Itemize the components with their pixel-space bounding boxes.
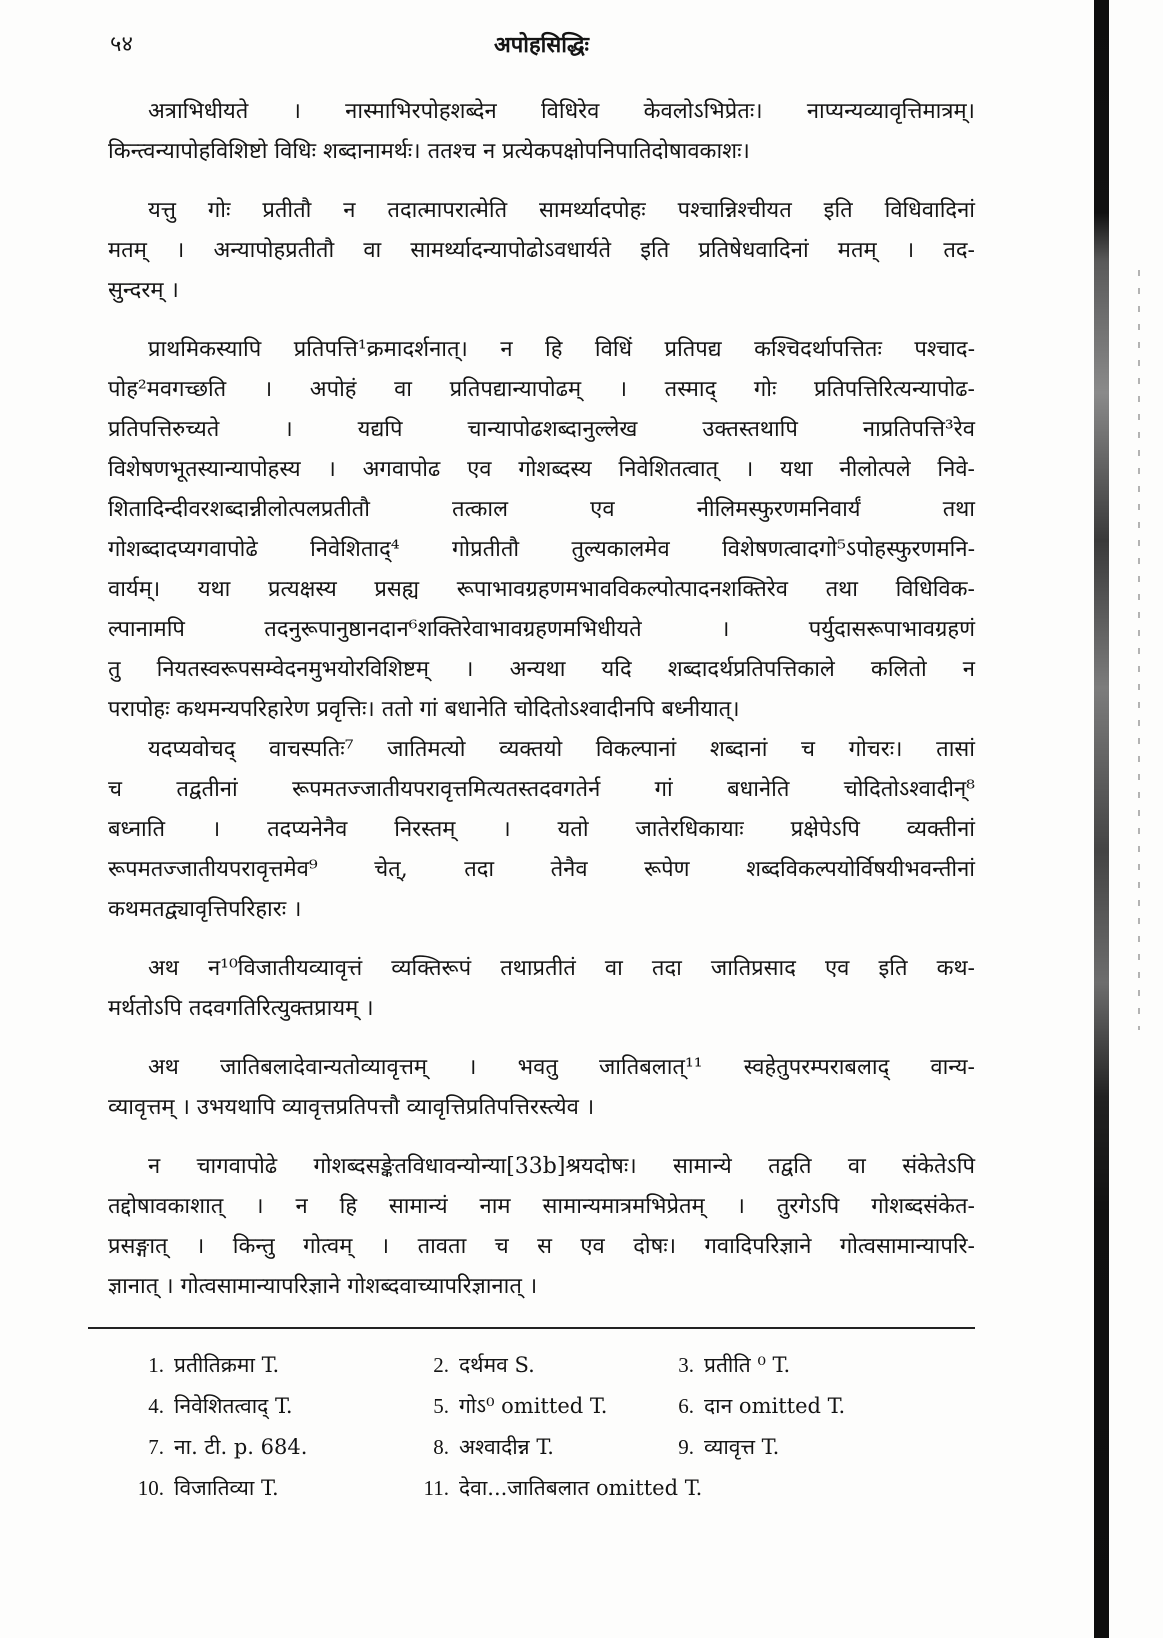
footnote-number: 5. xyxy=(433,1394,449,1418)
text-line: मतम् । अन्यापोहप्रतीतौ वा सामर्थ्यादन्यापोढोऽवधार्यते इति प्रतिषेधवादिनां मतम् । तद- xyxy=(108,238,975,263)
footnote-number: 3. xyxy=(678,1353,694,1377)
footnote-text: विजातिव्या T. xyxy=(174,1476,279,1500)
text-line: पोह²मवगच्छति । अपोहं वा प्रतिपद्यान्यापोढम् । तस्माद् गोः प्रतिपत्तिरित्यन्यापोढ- xyxy=(108,377,975,402)
footnote-number: 10. xyxy=(137,1476,164,1500)
paragraph xyxy=(108,1048,975,1128)
footnote-text: अश्वादीन्न T. xyxy=(459,1435,554,1459)
footnote-text: गोऽ⁰ omitted T. xyxy=(459,1394,608,1418)
footnote-text: दर्थमव S. xyxy=(459,1353,535,1377)
footnotes xyxy=(130,1345,925,1509)
footnote xyxy=(130,1345,415,1386)
text-line: रूपमतज्जातीयपरावृत्तमेव⁹ चेत्, तदा तेनैव रूपेण शब्दविकल्पयोर्विषयीभवन्तीनां xyxy=(108,857,975,882)
running-title: अपोहसिद्धिः xyxy=(494,32,589,58)
footnote xyxy=(415,1345,660,1386)
text-line: बध्नाति । तदप्यनेनैव निरस्तम् । यतो जातेरधिकायाः प्रक्षेपेऽपि व्यक्तीनां xyxy=(108,817,975,842)
paragraph xyxy=(108,191,975,311)
text-line: वार्यम्। यथा प्रत्यक्षस्य प्रसह्य रूपाभावग्रहणमभावविकल्पोत्पादनशक्तिरेव तथा विधिविक- xyxy=(108,577,975,602)
footnote-rule xyxy=(88,1327,975,1329)
text-line: कथमतद्व्यावृत्तिपरिहारः । xyxy=(108,897,302,922)
text-line: परापोहः कथमन्यपरिहारेण प्रवृत्तिः। ततो गां बधानेति चोदितोऽश्वादीनपि बध्नीयात्। xyxy=(108,697,740,722)
footnote-number: 6. xyxy=(678,1394,694,1418)
text-line: विशेषणभूतस्यान्यापोहस्य । अगवापोढ एव गोशब्दस्य निवेशितत्वात् । यथा नीलोत्पले निवे- xyxy=(108,457,975,482)
footnote xyxy=(130,1386,415,1427)
text-line: व्यावृत्तम् । उभयथापि व्यावृत्तप्रतिपत्तौ व्यावृत्तिप्रतिपत्तिरस्त्येव । xyxy=(108,1095,595,1120)
text-line: अत्राभिधीयते । नास्माभिरपोहशब्देन विधिरेव केवलोऽभिप्रेतः। नाप्यन्यव्यावृत्तिमात्रम्। xyxy=(148,99,975,124)
text-line: यत्तु गोः प्रतीतौ न तदात्मापरात्मेति सामर्थ्यादपोहः पश्चान्निश्चीयत इति विधिवादिनां xyxy=(148,198,975,223)
paragraph xyxy=(108,92,975,172)
footnote xyxy=(130,1427,415,1468)
text-line: न चागवापोढे गोशब्दसङ्केतविधावन्योन्या[33b]श्रयदोषः। सामान्ये तद्वति वा संकेतेऽपि xyxy=(148,1154,975,1179)
footnote-number: 1. xyxy=(148,1353,164,1377)
footnote-number: 8. xyxy=(433,1435,449,1459)
page-number: ५४ xyxy=(110,32,133,57)
binding-edge-shadow xyxy=(1094,0,1109,1638)
footnote-text: ना. टी. p. 684. xyxy=(174,1435,308,1459)
footnote xyxy=(130,1468,415,1509)
text-line: यदप्यवोचद् वाचस्पतिः⁷ जातिमत्यो व्यक्तयो विकल्पानां शब्दानां च गोचरः। तासां xyxy=(148,737,975,762)
text-line: अथ न¹⁰विजातीयव्यावृत्तं व्यक्तिरूपं तथाप्रतीतं वा तदा जातिप्रसाद एव इति कथ- xyxy=(148,956,975,981)
body-text xyxy=(108,92,975,1307)
footnote-number: 7. xyxy=(148,1435,164,1459)
text-line: प्रतिपत्तिरुच्यते । यद्यपि चान्यापोढशब्दानुल्लेख उक्तस्तथापि नाप्रतिपत्ति³रेव xyxy=(108,417,975,442)
footnote xyxy=(660,1427,925,1468)
footnote xyxy=(415,1386,660,1427)
text-line: सुन्दरम् । xyxy=(108,278,179,303)
footnote xyxy=(415,1427,660,1468)
text-line: गोशब्दादप्यगवापोढे निवेशिताद्⁴ गोप्रतीतौ तुल्यकालमेव विशेषणत्वादगो⁵ऽपोहस्फुरणमनि- xyxy=(108,537,975,562)
footnote-text: दान omitted T. xyxy=(704,1394,846,1418)
paragraph xyxy=(108,730,975,930)
text-line: प्रसङ्गात् । किन्तु गोत्वम् । तावता च स एव दोषः। गवादिपरिज्ञाने गोत्वसामान्यापरि- xyxy=(108,1234,975,1259)
text-line: शितादिन्दीवरशब्दान्नीलोत्पलप्रतीतौ तत्काल एव नीलिमस्फुरणमनिवार्यं तथा xyxy=(108,497,975,522)
text-line: अथ जातिबलादेवान्यतोव्यावृत्तम् । भवतु जातिबलात्¹¹ स्वहेतुपरम्पराबलाद् वान्य- xyxy=(148,1055,975,1080)
footnote-text: प्रतीति ⁰ T. xyxy=(704,1353,791,1377)
footnote-number: 9. xyxy=(678,1435,694,1459)
paragraph xyxy=(108,1147,975,1307)
text-line: मर्थतोऽपि तदवगतिरित्युक्तप्रायम् । xyxy=(108,996,374,1021)
footnote-text: निवेशितत्वाद् T. xyxy=(174,1394,293,1418)
footnote-text: प्रतीतिक्रमा T. xyxy=(174,1353,280,1377)
paragraph xyxy=(108,330,975,730)
text-line: च तद्वतीनां रूपमतज्जातीयपरावृत्तमित्यतस्तदवगतेर्न गां बधानेति चोदितोऽश्वादीन्⁸ xyxy=(108,777,975,802)
text-line: प्राथमिकस्यापि प्रतिपत्ति¹क्रमादर्शनात्। न हि विधिं प्रतिपद्य कश्चिदर्थापत्तितः पश्चाद- xyxy=(148,337,975,362)
scan-artifact-marks xyxy=(1138,270,1140,1030)
paragraph xyxy=(108,949,975,1029)
footnote xyxy=(660,1386,925,1427)
footnote-text: देवा...जातिबलात omitted T. xyxy=(459,1476,703,1500)
footnote xyxy=(660,1345,925,1386)
footnote xyxy=(415,1468,703,1509)
footnote-text: व्यावृत्त T. xyxy=(704,1435,780,1459)
text-line: किन्त्वन्यापोहविशिष्टो विधिः शब्दानामर्थः। ततश्च न प्रत्येकपक्षोपनिपातिदोषावकाशः। xyxy=(108,139,750,164)
footnote-number: 2. xyxy=(433,1353,449,1377)
text-line: तु नियतस्वरूपसम्वेदनमुभयोरविशिष्टम् । अन्यथा यदि शब्दादर्थप्रतिपत्तिकाले कलितो न xyxy=(108,657,975,682)
text-line: तद्दोषावकाशात् । न हि सामान्यं नाम सामान्यमात्रमभिप्रेतम् । तुरगेऽपि गोशब्दसंकेत- xyxy=(108,1194,975,1219)
footnote-number: 11. xyxy=(423,1476,449,1500)
text-line: ज्ञानात् । गोत्वसामान्यापरिज्ञाने गोशब्दवाच्यापरिज्ञानात् । xyxy=(108,1274,538,1299)
footnote-number: 4. xyxy=(148,1394,164,1418)
text-line: ल्पानामपि तदनुरूपानुष्ठानदान⁶शक्तिरेवाभावग्रहणमभिधीयते । पर्युदासरूपाभावग्रहणं xyxy=(108,617,975,642)
